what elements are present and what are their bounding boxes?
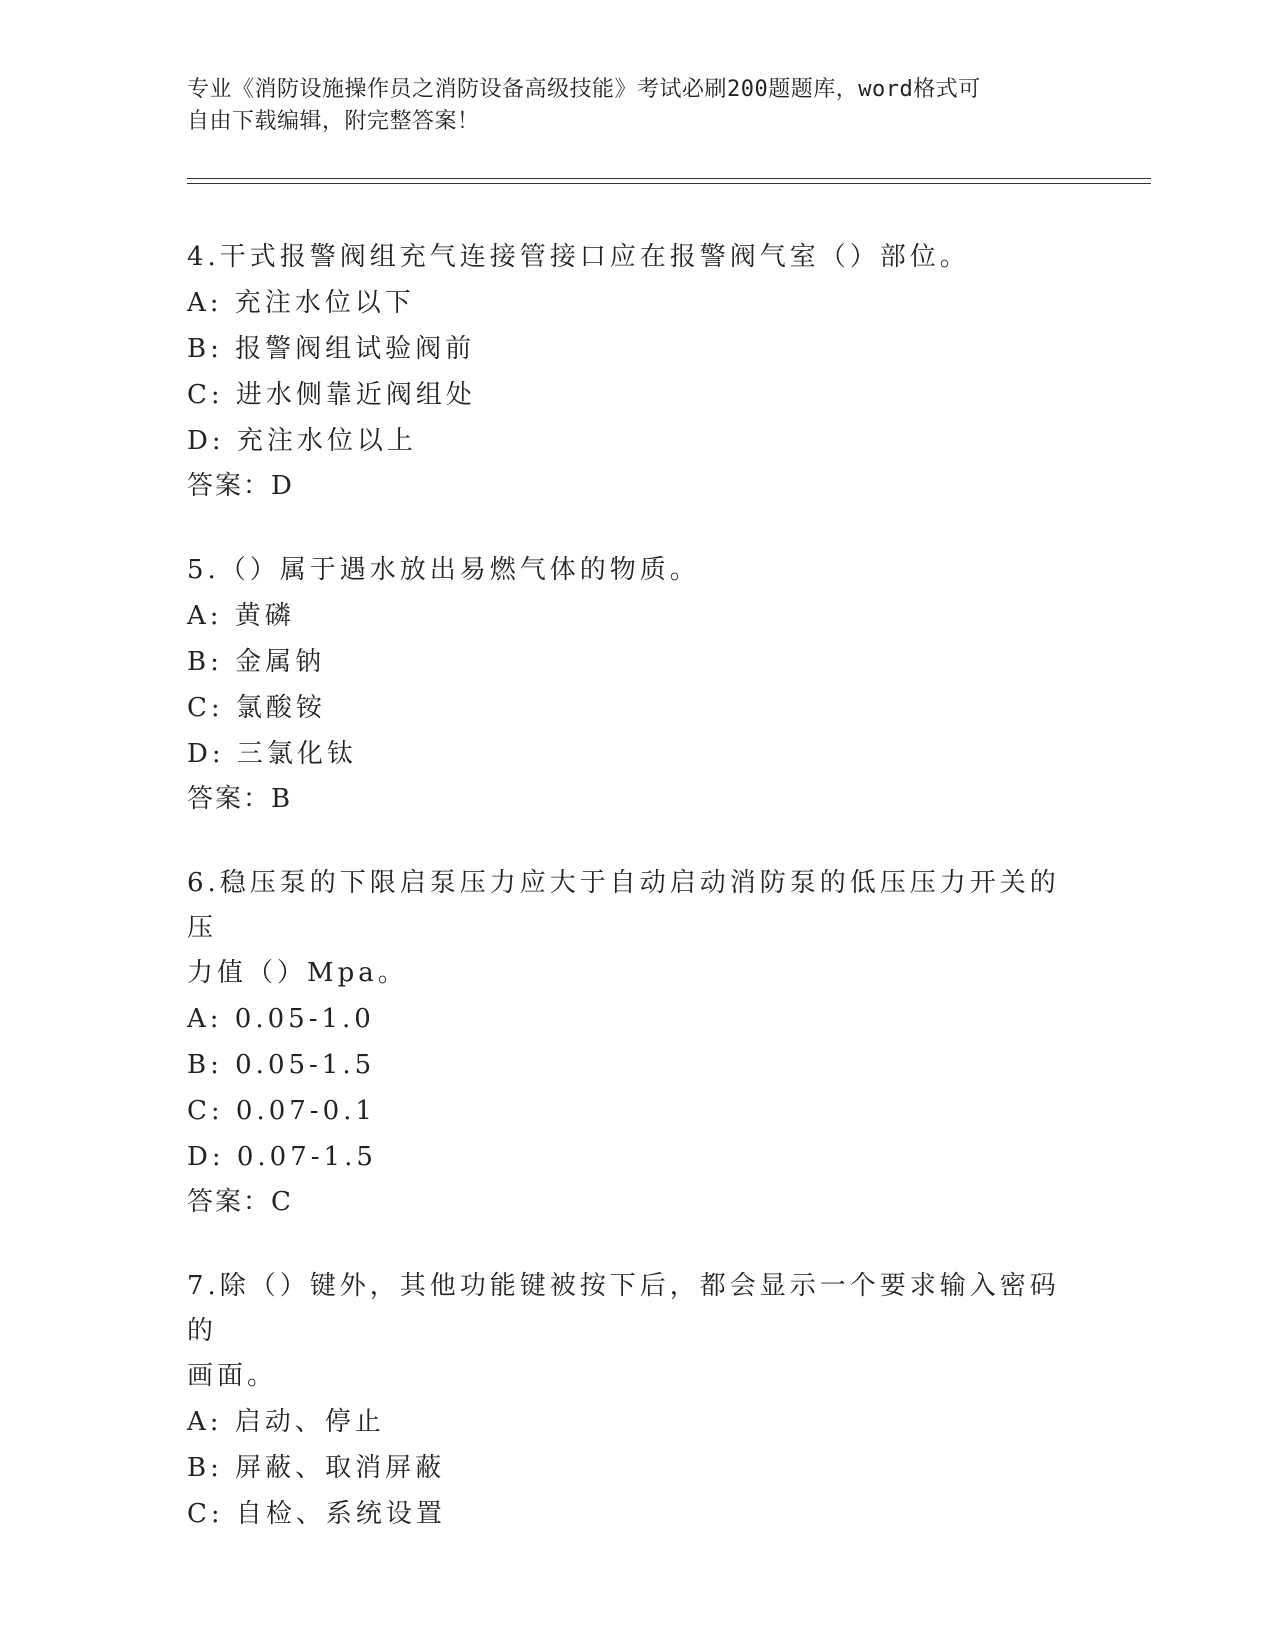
answer-line: 答案：D [187,471,294,501]
question-stem-line-1: 7.除（）键外，其他功能键被按下后，都会显示一个要求输入密码的 [187,1271,1060,1346]
header-line-2: 自由下载编辑，附完整答案！ [187,109,480,134]
option-d: D: 充注水位以上 [187,426,417,456]
question-stem: 4.干式报警阀组充气连接管接口应在报警阀气室（）部位。 [187,242,970,272]
option-a: A: 充注水位以下 [187,288,415,318]
document-header [187,74,1087,138]
option-b: B: 0.05-1.5 [187,1050,376,1080]
option-c: C: 进水侧靠近阀组处 [187,380,476,410]
option-d: D: 0.07-1.5 [187,1142,377,1172]
option-c: C: 自检、系统设置 [187,1499,446,1529]
option-b: B: 金属钠 [187,647,326,677]
option-c: C: 0.07-0.1 [187,1096,376,1126]
question-7 [187,1264,1087,1537]
question-list [187,235,1087,1577]
option-c: C: 氯酸铵 [187,693,326,723]
answer-line: 答案：C [187,1187,293,1217]
header-line-1: 专业《消防设施操作员之消防设备高级技能》考试必刷200题题库，word格式可 [187,77,981,102]
question-4 [187,235,1087,508]
header-divider-bottom [187,183,1151,184]
question-stem: 5.（）属于遇水放出易燃气体的物质。 [187,555,700,585]
option-b: B: 报警阀组试验阀前 [187,334,476,364]
option-a: A: 黄磷 [187,601,295,631]
question-stem-line-2: 力值（）Mpa。 [187,958,408,988]
question-6 [187,861,1087,1224]
option-a: A: 启动、停止 [187,1407,385,1437]
question-stem-line-2: 画面。 [187,1361,278,1391]
option-b: B: 屏蔽、取消屏蔽 [187,1453,446,1483]
header-divider-top [187,178,1151,179]
option-d: D: 三氯化钛 [187,739,357,769]
answer-line: 答案：B [187,784,293,814]
question-stem-line-1: 6.稳压泵的下限启泵压力应大于自动启动消防泵的低压压力开关的压 [187,868,1060,943]
question-5 [187,548,1087,821]
option-a: A: 0.05-1.0 [187,1004,375,1034]
